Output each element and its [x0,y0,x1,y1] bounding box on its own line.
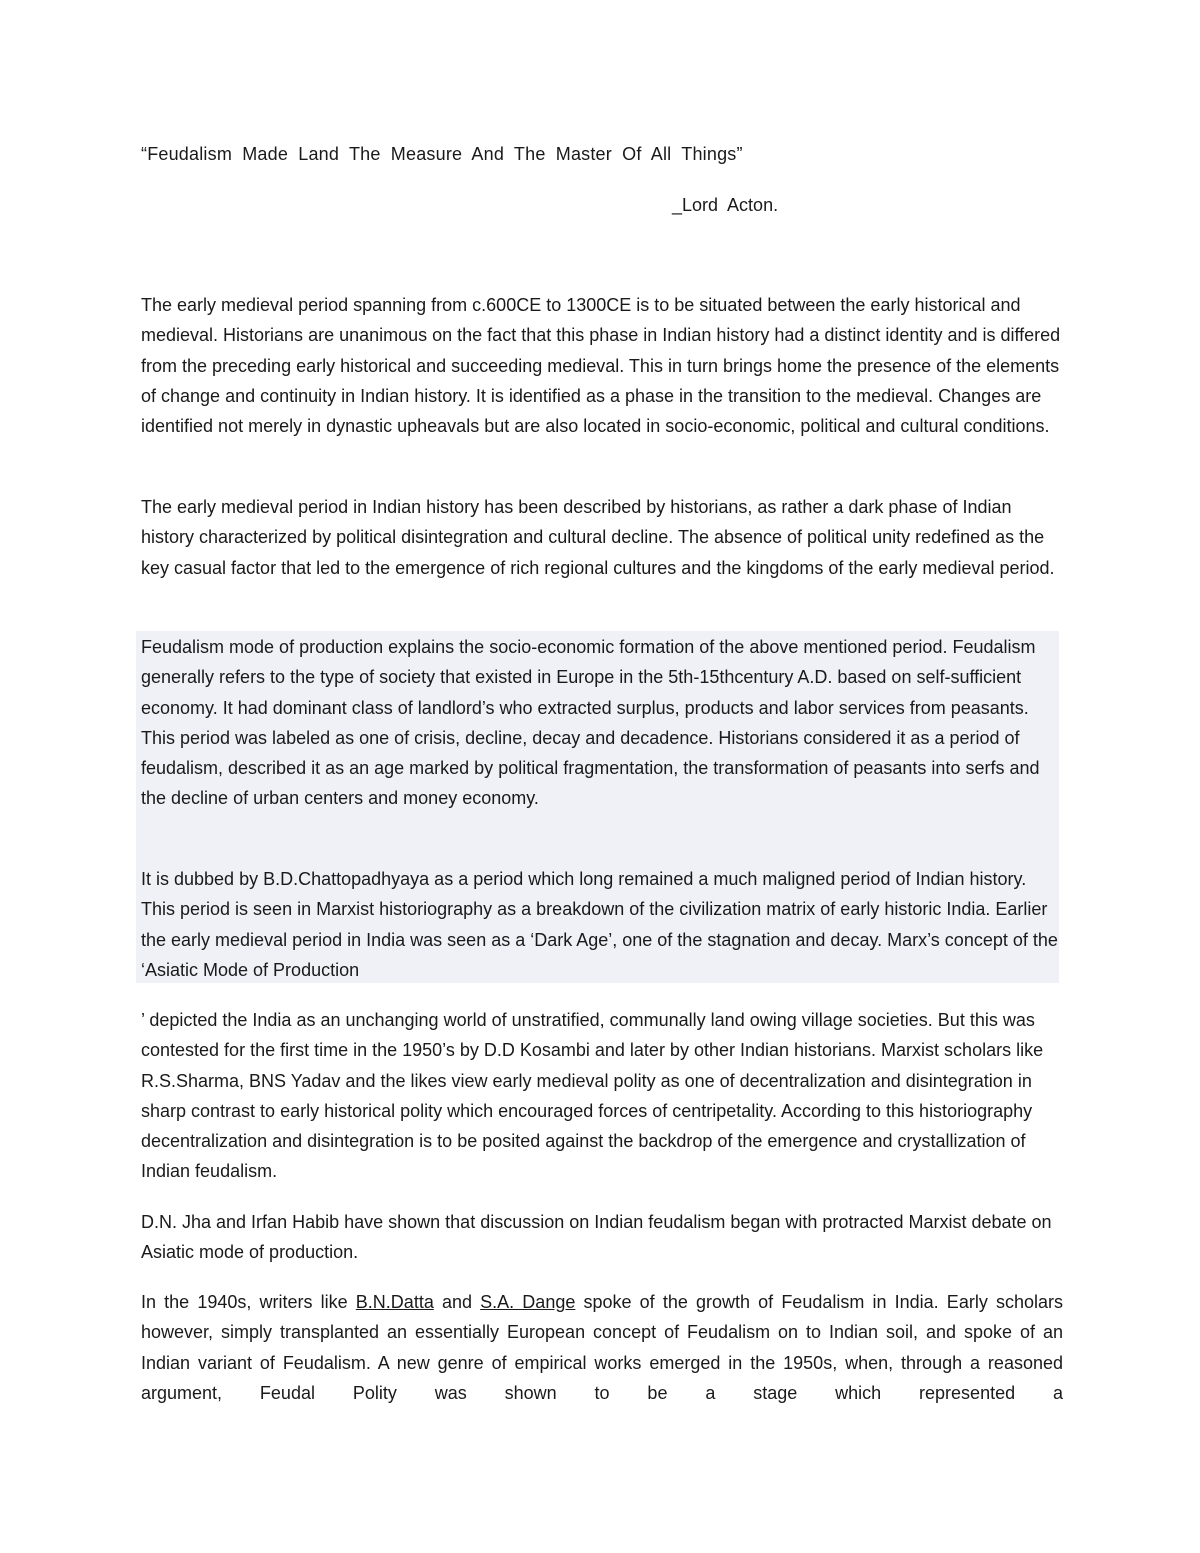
paragraph-7-text-mid: and [433,1292,481,1312]
paragraph-7-text-start: In the 1940s, writers like [141,1292,356,1312]
epigraph-quote: “Feudalism Made Land The Measure And The Master Of All Things” [141,144,743,164]
paragraph-7-text-end: spoke of the growth of Feudalism in India. Early scholars however, simply transplanted an essentially European concept of Feudalism on to Indian soil, and spoke of an Indian variant of Feudalism. A new genre of empirical works emerged in the 1950s, when, through a reasoned argument, Feudal Polity was shown to be a stage which represented a [141,1292,1063,1403]
paragraph-6: D.N. Jha and Irfan Habib have shown that discussion on Indian feudalism began with protracted Marxist debate on Asiatic mode of production. [141,1212,1052,1263]
paragraph-4: It is dubbed by B.D.Chattopadhyaya as a period which long remained a much maligned period of Indian history. This period is seen in Marxist historiography as a breakdown of the civilization matrix of early historic India. Earlier the early medieval period in India was seen as a ‘Dark Age’, one of the stagnation and decay. Marx’s concept of the ‘Asiatic Mode of Production [141,869,1058,980]
paragraph-1: The early medieval period spanning from c.600CE to 1300CE is to be situated between the early historical and medieval. Historians are unanimous on the fact that this phase in Indian history had a distinct identity and is differed from the preceding early historical and succeeding medieval. This in turn brings home the presence of the elements of change and continuity in Indian history. It is identified as a phase in the transition to the medieval. Changes are identified not merely in dynastic upheavals but are also located in socio-economic, political and cultural conditions. [141,295,1061,437]
link-bn-datta[interactable]: B.N.Datta [355,1292,434,1312]
paragraph-5: ’ depicted the India as an unchanging world of unstratified, communally land owing village societies. But this was contested for the first time in the 1950’s by D.D Kosambi and later by other Indian historians. Marxist scholars like R.S.Sharma, BNS Yadav and the likes view early medieval polity as one of decentralization and disintegration in sharp contrast to early historical polity which encouraged forces of centripetality. According to this historiography decentralization and disintegration is to be posited against the backdrop of the emergence and crystallization of Indian feudalism. [141,1010,1044,1182]
epigraph-author: _Lord Acton. [672,195,779,215]
paragraph-2: The early medieval period in Indian history has been described by historians, as rather a dark phase of Indian history characterized by political disintegration and cultural decline. The absence of political unity redefined as the key casual factor that led to the emergence of rich regional cultures and the kingdoms of the early medieval period. [141,497,1055,578]
link-sa-dange[interactable]: S.A. Dange [480,1292,576,1312]
paragraph-7 [141,1287,1063,1408]
paragraph-3: Feudalism mode of production explains the socio-economic formation of the above mentioned period. Feudalism generally refers to the type of society that existed in Europe in the 5th-15thcentury A.D. based on self-sufficient economy. It had dominant class of landlord’s who extracted surplus, products and labor services from peasants. This period was labeled as one of crisis, decline, decay and decadence. Historians considered it as a period of feudalism, described it as an age marked by political fragmentation, the transformation of peasants into serfs and the decline of urban centers and money economy. [141,637,1040,809]
